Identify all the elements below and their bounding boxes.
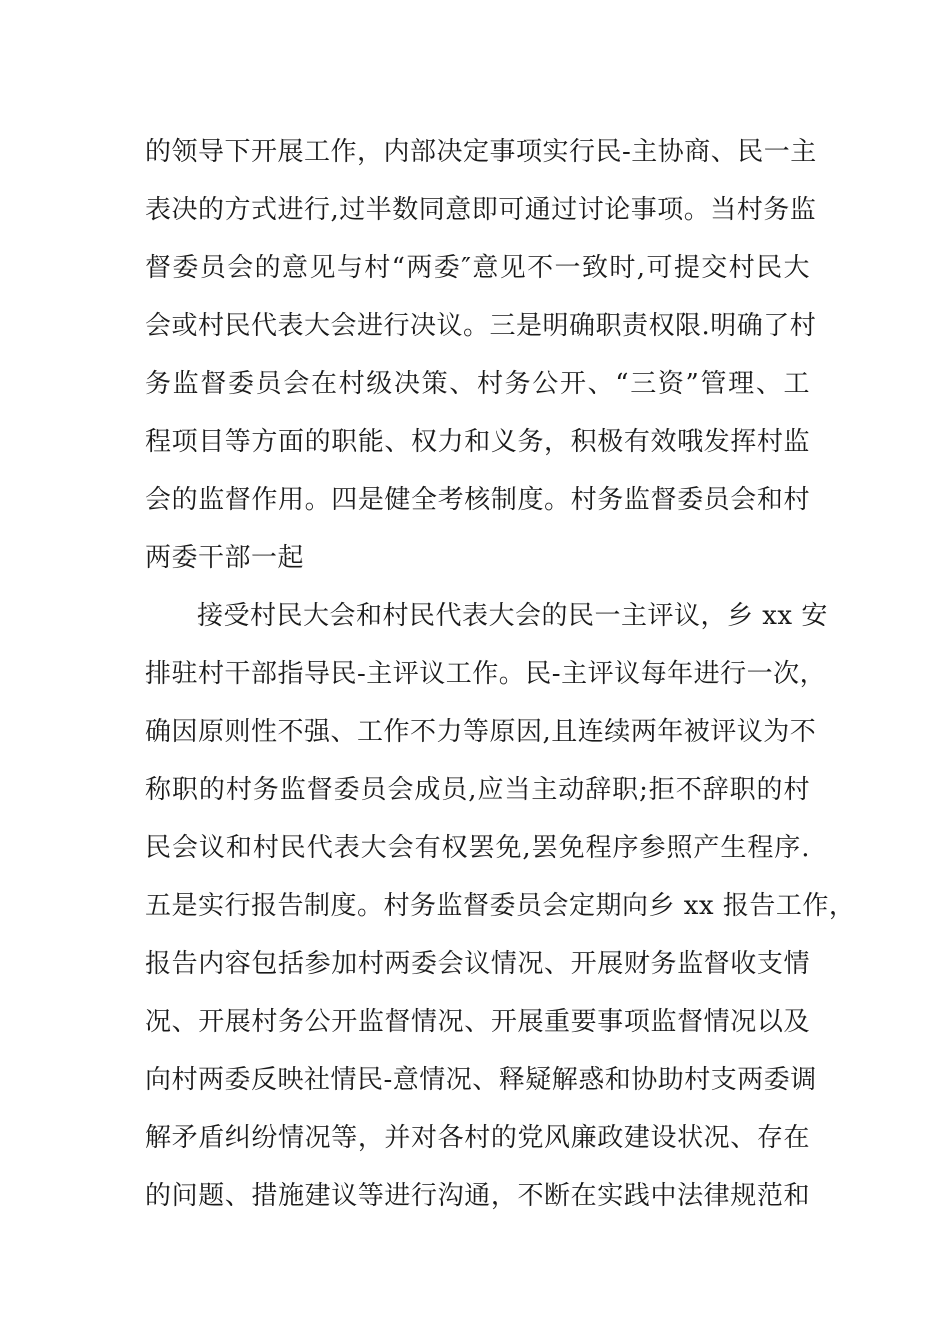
- text-line: 解矛盾纠纷情况等，并对各村的党风廉政建设状况、存在: [145, 1123, 810, 1153]
- text-line: 会的监督作用。四是健全考核制度。村务监督委员会和村: [145, 485, 810, 515]
- text-line: 会或村民代表大会进行决议。三是明确职责权限.明确了村: [145, 311, 817, 341]
- text-line: 向村两委反映社情民-意情况、释疑解惑和协助村支两委调: [145, 1065, 817, 1095]
- text-line: 接受村民大会和村民代表大会的民一主评议，乡 xx 安: [197, 601, 828, 631]
- text-line: 务监督委员会在村级决策、村务公开、“三资”管理、工: [145, 369, 810, 399]
- text-line: 排驻村干部指导民-主评议工作。民-主评议每年进行一次，: [145, 659, 827, 689]
- text-line: 确因原则性不强、工作不力等原因,且连续两年被评议为不: [145, 717, 817, 747]
- text-line: 况、开展村务公开监督情况、开展重要事项监督情况以及: [145, 1007, 810, 1037]
- text-line: 的问题、措施建议等进行沟通，不断在实践中法律规范和: [145, 1181, 810, 1211]
- text-line: 报告内容包括参加村两委会议情况、开展财务监督收支情: [145, 949, 810, 979]
- text-line: 的领导下开展工作，内部决定事项实行民-主协商、民一主: [145, 137, 817, 167]
- text-line: 督委员会的意见与村“两委″意见不一致时,可提交村民大: [145, 253, 810, 283]
- text-line: 称职的村务监督委员会成员,应当主动辞职;拒不辞职的村: [145, 775, 810, 805]
- text-line: 程项目等方面的职能、权力和义务，积极有效哦发挥村监: [145, 427, 810, 457]
- text-line: 民会议和村民代表大会有权罢免,罢免程序参照产生程序.: [145, 833, 810, 863]
- text-line: 表决的方式进行,过半数同意即可通过讨论事项。当村务监: [145, 195, 817, 225]
- text-line: 五是实行报告制度。村务监督委员会定期向乡 xx 报告工作，: [145, 891, 856, 921]
- text-line: 两委干部一起: [145, 543, 305, 573]
